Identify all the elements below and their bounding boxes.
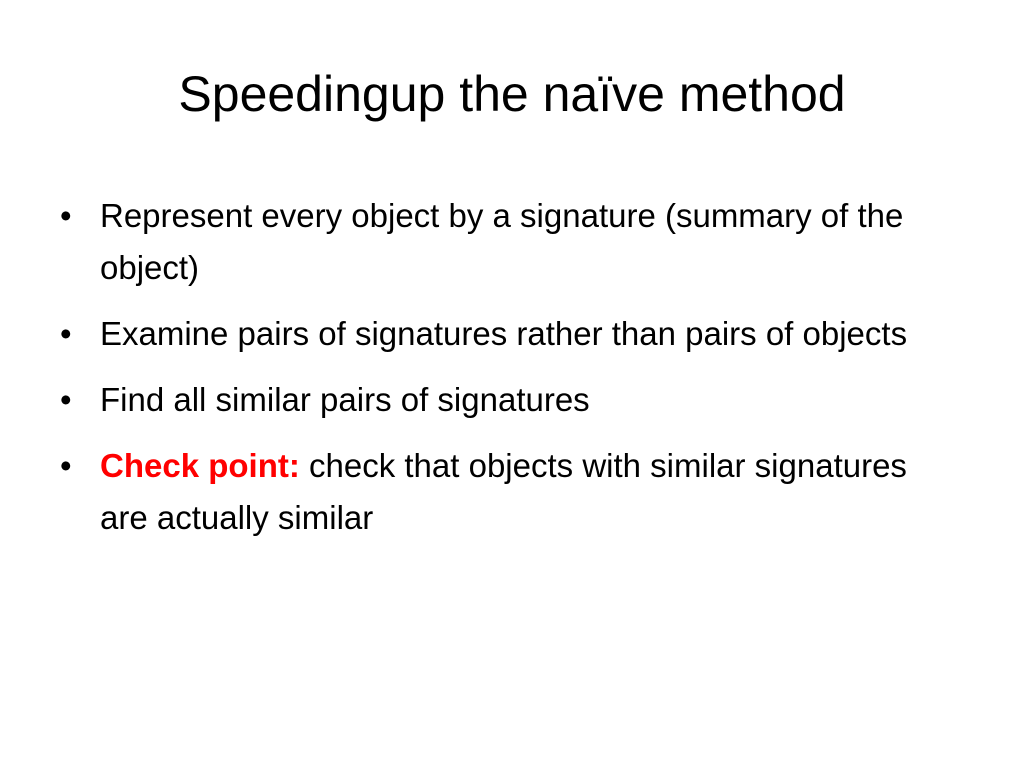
bullet-text: Represent every object by a signature (summary of the object) [100,197,904,286]
bullet-list [60,190,960,544]
bullet-item [60,308,960,360]
bullet-icon: • [60,197,72,234]
bullet-item [60,190,960,294]
bullet-icon: • [60,315,72,352]
bullet-item [60,374,960,426]
bullet-item [60,440,960,544]
bullet-text: Examine pairs of signatures rather than pairs of objects [100,315,908,352]
bullet-text: Find all similar pairs of signatures [100,381,590,418]
bullet-icon: • [60,381,72,418]
slide-title: Speedingup the naïve method [178,66,846,122]
bullet-icon: • [60,447,72,484]
checkpoint-label: Check point: [100,447,300,484]
bullet-text: check that objects with similar signatures are actually similar [100,447,907,536]
